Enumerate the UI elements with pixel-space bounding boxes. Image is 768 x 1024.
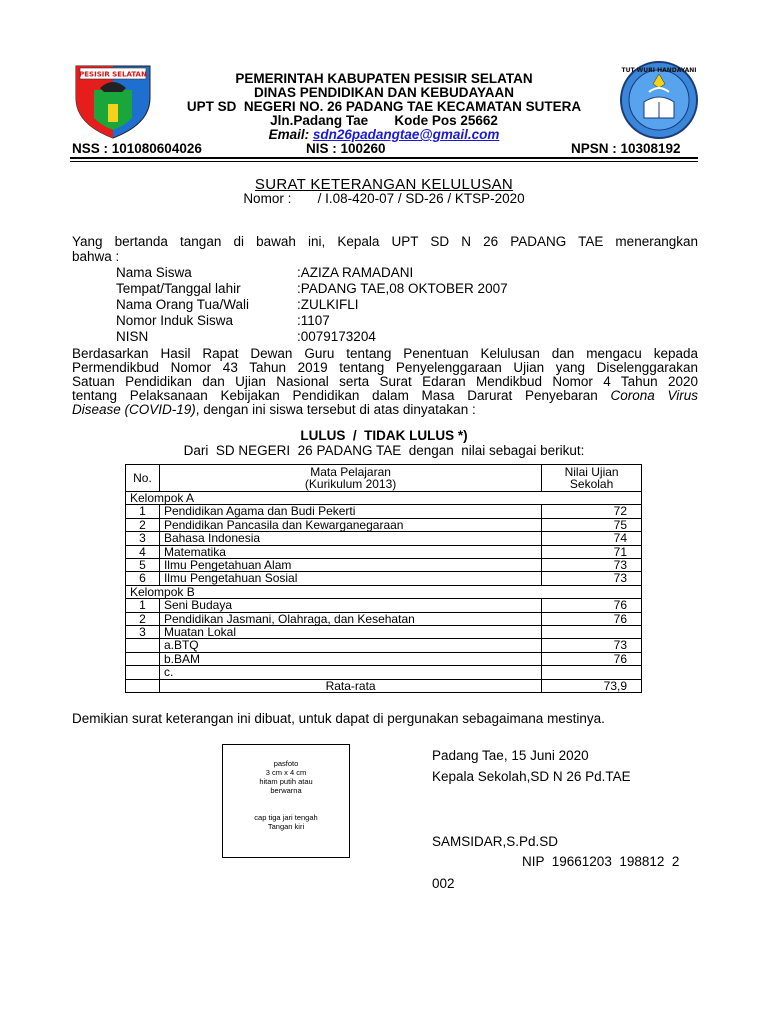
- row-no: 5: [126, 559, 160, 572]
- row-subject: Ilmu Pengetahuan Sosial: [159, 572, 541, 585]
- row-no: 4: [126, 545, 160, 558]
- table-row: [126, 599, 642, 612]
- row-score: [542, 626, 642, 639]
- nis-number: NIS : 100260: [306, 141, 386, 156]
- signer-nip-continued: 002: [432, 876, 455, 891]
- row-no: [126, 666, 160, 679]
- identity-value: :AZIZA RAMADANI: [297, 265, 414, 280]
- row-score: 71: [542, 545, 642, 558]
- row-no: 2: [126, 612, 160, 625]
- nss-number: NSS : 101080604026: [72, 141, 202, 156]
- row-no: [126, 639, 160, 652]
- intro-text-2: bahwa :: [72, 249, 120, 264]
- row-score: 76: [542, 599, 642, 612]
- row-subject: Pendidikan Agama dan Budi Pekerti: [159, 505, 541, 518]
- average-value: 73,9: [542, 679, 642, 692]
- npsn-number: NPSN : 10308192: [571, 141, 681, 156]
- row-no: 2: [126, 518, 160, 531]
- row-subject: b.BAM: [159, 652, 541, 665]
- identity-value: :0079173204: [297, 329, 376, 344]
- basis-line-1: Berdasarkan Hasil Rapat Dewan Guru tentang Penentuan Kelulusan dan mengacu kepada: [72, 346, 698, 361]
- signer-nip: NIP 19661203 198812 2: [522, 854, 680, 869]
- row-score: [542, 666, 642, 679]
- header-score: Nilai Ujian Sekolah: [542, 465, 642, 492]
- photo-line: berwarna: [270, 786, 302, 795]
- header-divider-thin: [70, 161, 698, 162]
- signer-name: SAMSIDAR,S.Pd.SD: [432, 834, 559, 849]
- identity-row: [116, 329, 508, 345]
- row-score: 73: [542, 639, 642, 652]
- row-score: 75: [542, 518, 642, 531]
- row-score: 73: [542, 572, 642, 585]
- row-subject: a.BTQ: [159, 639, 541, 652]
- table-row: [126, 532, 642, 545]
- document-title: SURAT KETERANGAN KELULUSAN: [254, 176, 514, 193]
- identity-value: :PADANG TAE,08 OKTOBER 2007: [297, 281, 508, 296]
- row-no: 6: [126, 572, 160, 585]
- row-subject: Bahasa Indonesia: [159, 532, 541, 545]
- table-row: [126, 505, 642, 518]
- table-row: [126, 666, 642, 679]
- closing-text: Demikian surat keterangan ini dibuat, untuk dapat di pergunakan sebagaimana mestinya.: [72, 711, 605, 726]
- photo-line: pasfoto: [273, 759, 299, 768]
- row-score: 76: [542, 652, 642, 665]
- identity-label: Nomor Induk Siswa: [116, 313, 234, 328]
- identity-label: NISN: [116, 329, 149, 344]
- photo-line: cap tiga jari tengah: [254, 813, 318, 822]
- identity-label: Nama Siswa: [116, 265, 192, 280]
- identity-value: :ZULKIFLI: [297, 297, 359, 312]
- header-divider-thick: [70, 157, 698, 159]
- row-subject: Pendidikan Jasmani, Olahraga, dan Kesehatan: [159, 612, 541, 625]
- row-no: 1: [126, 505, 160, 518]
- row-subject: Ilmu Pengetahuan Alam: [159, 559, 541, 572]
- identity-row: [116, 281, 508, 297]
- group-a-label: Kelompok A: [126, 492, 642, 505]
- row-subject: Muatan Lokal: [159, 626, 541, 639]
- identity-row: [116, 297, 508, 313]
- row-no: 1: [126, 599, 160, 612]
- school-statement: Dari SD NEGERI 26 PADANG TAE dengan nilai sebagai berikut:: [183, 443, 585, 458]
- header-no: No.: [126, 465, 160, 492]
- table-row: [126, 572, 642, 585]
- header-subject: Mata Pelajaran (Kurikulum 2013): [159, 465, 541, 492]
- table-row: [126, 559, 642, 572]
- photo-placeholder-box: [222, 744, 350, 858]
- row-subject: c.: [159, 666, 541, 679]
- student-identity-table: [116, 265, 508, 345]
- grades-table: [125, 464, 642, 693]
- document-number: Nomor : / I.08-420-07 / SD-26 / KTSP-2020: [243, 191, 525, 206]
- header-line-1: PEMERINTAH KABUPATEN PESISIR SELATAN: [235, 71, 533, 86]
- row-score: 73: [542, 559, 642, 572]
- header-line-3: UPT SD NEGERI NO. 26 PADANG TAE KECAMATAN SUTERA: [186, 99, 582, 114]
- table-row: [126, 626, 642, 639]
- email-label: Email:: [268, 127, 310, 142]
- intro-text: Yang bertanda tangan di bawah ini, Kepala UPT SD N 26 PADANG TAE menerangkan: [72, 234, 698, 249]
- identity-value: :1107: [297, 313, 330, 328]
- group-row: [126, 492, 642, 505]
- right-logo-text: TUT WURI HANDAYANI: [621, 67, 697, 74]
- left-logo-text: PESISIR SELATAN: [79, 70, 147, 79]
- basis-line-4: tentang Pelaksanaan Kebijakan Pendidikan dalam Masa Darurat Penyebaran Corona Virus: [72, 388, 699, 403]
- identity-label: Tempat/Tanggal lahir: [116, 281, 241, 296]
- basis-line-2: Permendikbud Nomor 43 Tahun 2019 tentang Penyelenggaraan Ujian yang Diselenggarakan: [72, 360, 698, 375]
- photo-line: Tangan kiri: [267, 822, 305, 831]
- identity-label: Nama Orang Tua/Wali: [116, 297, 250, 312]
- basis-line-5: Disease (COVID-19), dengan ini siswa tersebut di atas dinyatakan :: [72, 402, 476, 417]
- average-row: [126, 679, 642, 692]
- identity-row: [116, 313, 508, 329]
- row-subject: Seni Budaya: [159, 599, 541, 612]
- row-no: [126, 652, 160, 665]
- signer-position: Kepala Sekolah,SD N 26 Pd.TAE: [432, 769, 631, 784]
- table-row: [126, 612, 642, 625]
- row-no: 3: [126, 532, 160, 545]
- row-no: 3: [126, 626, 160, 639]
- place-date: Padang Tae, 15 Juni 2020: [432, 748, 589, 763]
- photo-line: hitam putih atau: [259, 777, 313, 786]
- table-header-row: [126, 465, 642, 492]
- table-row: [126, 545, 642, 558]
- group-b-label: Kelompok B: [126, 585, 642, 598]
- group-row: [126, 585, 642, 598]
- row-score: 74: [542, 532, 642, 545]
- row-subject: Pendidikan Pancasila dan Kewarganegaraan: [159, 518, 541, 531]
- table-row: [126, 518, 642, 531]
- header-email-line: [0, 127, 768, 142]
- graduation-status: LULUS / TIDAK LULUS *): [300, 428, 468, 443]
- average-empty-cell: [126, 679, 160, 692]
- identity-row: [116, 265, 508, 281]
- row-score: 76: [542, 612, 642, 625]
- email-link[interactable]: sdn26padangtae@gmail.com: [312, 127, 500, 142]
- header-line-2: DINAS PENDIDIKAN DAN KEBUDAYAAN: [253, 85, 515, 100]
- photo-line: 3 cm x 4 cm: [265, 768, 307, 777]
- row-subject: Matematika: [159, 545, 541, 558]
- row-score: 72: [542, 505, 642, 518]
- header-line-4: Jln.Padang Tae Kode Pos 25662: [270, 113, 498, 128]
- table-row: [126, 639, 642, 652]
- average-label: Rata-rata: [159, 679, 541, 692]
- table-row: [126, 652, 642, 665]
- basis-line-3: Satuan Pendidikan dan Ujian Nasional serta Surat Edaran Mendikbud Nomor 4 Tahun 2020: [72, 374, 698, 389]
